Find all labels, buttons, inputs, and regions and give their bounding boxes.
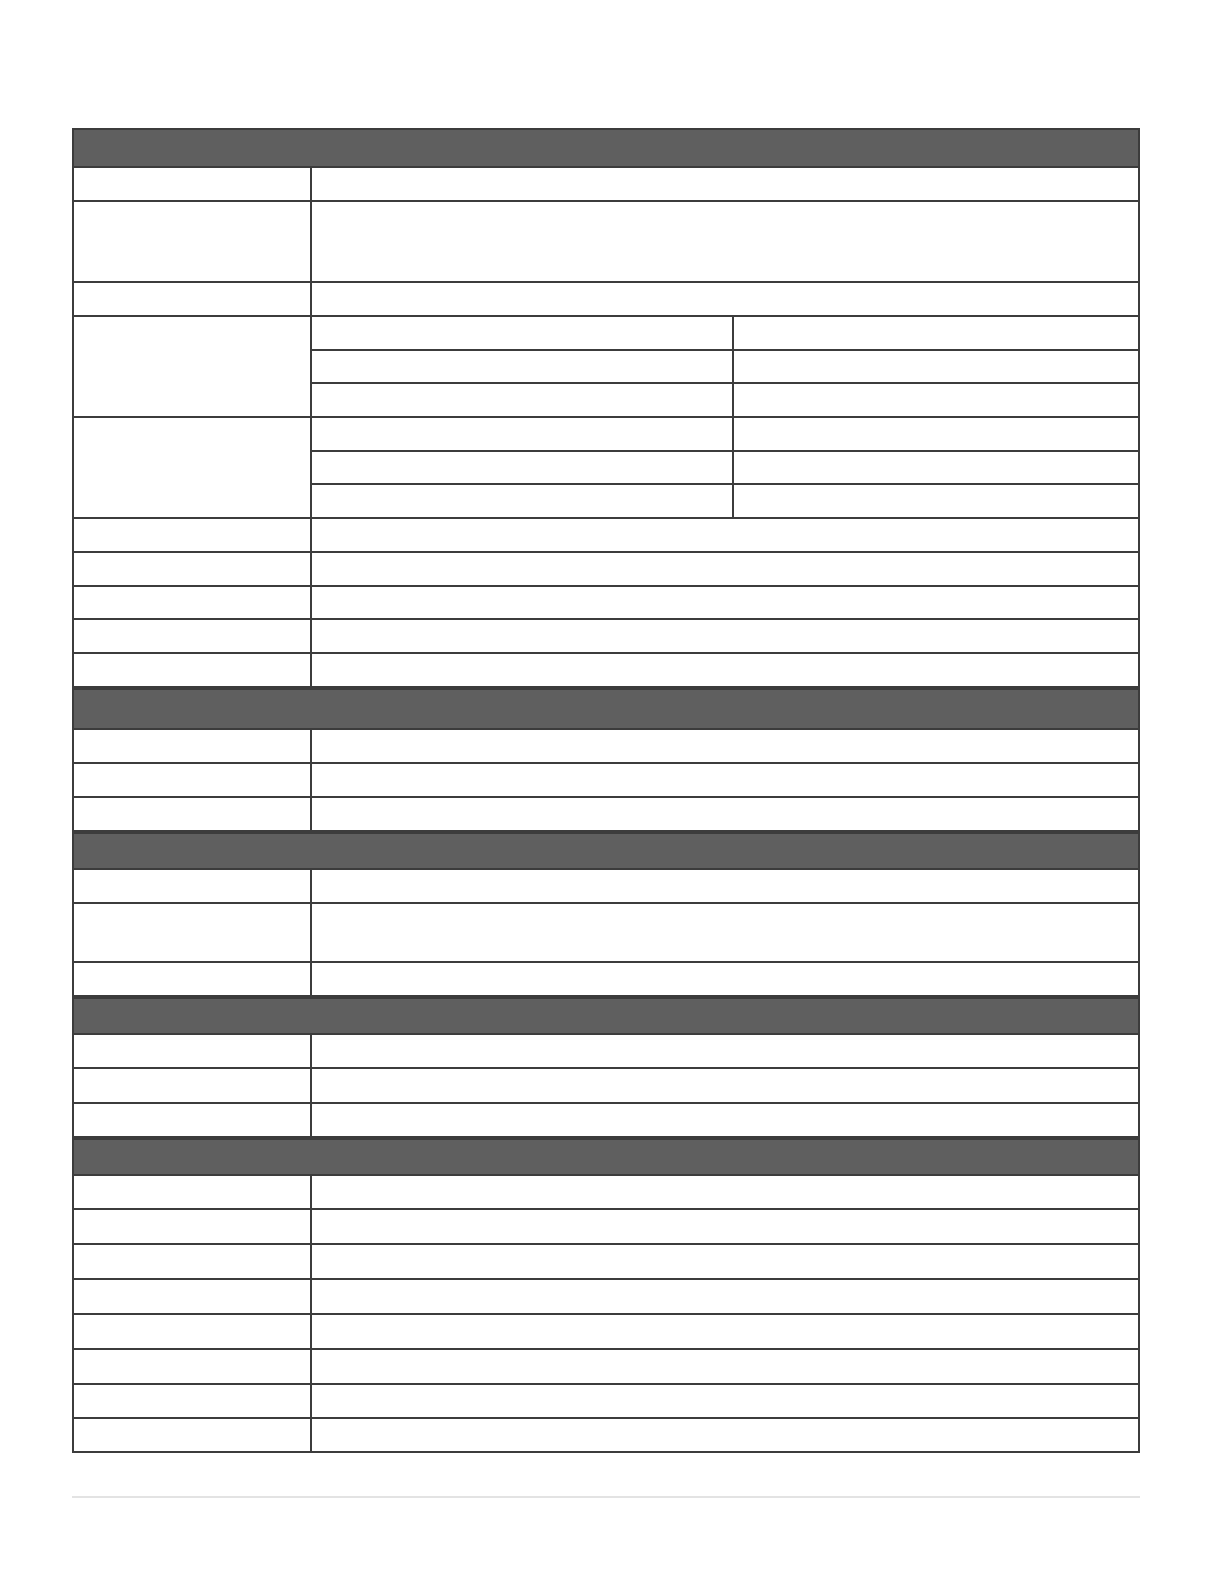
table-row-split xyxy=(72,317,1140,418)
field-label xyxy=(74,870,312,902)
field-value[interactable] xyxy=(312,1069,1138,1102)
field-value[interactable] xyxy=(312,553,1138,585)
field-label xyxy=(74,1035,312,1067)
field-label xyxy=(74,1069,312,1102)
sub-row xyxy=(312,418,1138,452)
table-row xyxy=(72,1069,1140,1104)
table-row xyxy=(72,1104,1140,1138)
field-value[interactable] xyxy=(312,764,1138,796)
table-row xyxy=(72,168,1140,202)
sub-cell-left[interactable] xyxy=(312,317,734,349)
field-label xyxy=(74,1245,312,1278)
field-label xyxy=(74,654,312,686)
field-value[interactable] xyxy=(312,1035,1138,1067)
table-row xyxy=(72,1210,1140,1245)
sub-cell-left[interactable] xyxy=(312,418,734,450)
field-value[interactable] xyxy=(312,1104,1138,1136)
field-value[interactable] xyxy=(312,963,1138,995)
field-value[interactable] xyxy=(312,1385,1138,1417)
section-header-5 xyxy=(72,1138,1140,1176)
field-value[interactable] xyxy=(312,1245,1138,1278)
field-label xyxy=(74,1315,312,1348)
sub-cell-left[interactable] xyxy=(312,351,734,383)
sub-cell-right[interactable] xyxy=(734,384,1138,416)
table-row xyxy=(72,654,1140,688)
field-label xyxy=(74,317,312,416)
sub-cell-left[interactable] xyxy=(312,452,734,484)
sub-cell-left[interactable] xyxy=(312,485,734,517)
field-label xyxy=(74,283,312,315)
table-row-split xyxy=(72,418,1140,519)
table-row xyxy=(72,1245,1140,1280)
table-row xyxy=(72,1280,1140,1315)
table-row xyxy=(72,1350,1140,1385)
section-header-3 xyxy=(72,832,1140,870)
table-row xyxy=(72,764,1140,798)
field-value[interactable] xyxy=(312,870,1138,902)
split-value-group xyxy=(312,317,1138,416)
split-value-group xyxy=(312,418,1138,517)
field-label xyxy=(74,730,312,762)
field-label xyxy=(74,1104,312,1136)
sub-cell-right[interactable] xyxy=(734,418,1138,450)
field-label xyxy=(74,418,312,517)
table-row xyxy=(72,730,1140,764)
table-row xyxy=(72,587,1140,620)
field-label xyxy=(74,1419,312,1451)
sub-cell-left[interactable] xyxy=(312,384,734,416)
field-value[interactable] xyxy=(312,168,1138,200)
field-value[interactable] xyxy=(312,1315,1138,1348)
sub-cell-right[interactable] xyxy=(734,485,1138,517)
table-row xyxy=(72,1385,1140,1419)
field-value[interactable] xyxy=(312,798,1138,830)
sub-row xyxy=(312,452,1138,486)
field-value[interactable] xyxy=(312,283,1138,315)
sub-row xyxy=(312,317,1138,351)
field-label xyxy=(74,904,312,961)
footer-divider xyxy=(72,1496,1140,1498)
sub-cell-right[interactable] xyxy=(734,317,1138,349)
field-label xyxy=(74,202,312,281)
field-value[interactable] xyxy=(312,202,1138,281)
section-header-1 xyxy=(72,128,1140,168)
field-value[interactable] xyxy=(312,1350,1138,1383)
table-row xyxy=(72,798,1140,832)
table-row xyxy=(72,283,1140,317)
field-value[interactable] xyxy=(312,1280,1138,1313)
section-header-2 xyxy=(72,688,1140,730)
field-label xyxy=(74,519,312,551)
sub-row xyxy=(312,351,1138,385)
sub-cell-right[interactable] xyxy=(734,351,1138,383)
table-row xyxy=(72,1315,1140,1350)
field-label xyxy=(74,553,312,585)
field-value[interactable] xyxy=(312,654,1138,686)
table-row xyxy=(72,963,1140,997)
field-value[interactable] xyxy=(312,1419,1138,1451)
field-label xyxy=(74,1385,312,1417)
field-label xyxy=(74,764,312,796)
table-row xyxy=(72,519,1140,553)
table-row xyxy=(72,553,1140,587)
field-label xyxy=(74,1176,312,1208)
field-label xyxy=(74,1350,312,1383)
table-row xyxy=(72,870,1140,904)
field-label xyxy=(74,963,312,995)
field-label xyxy=(74,798,312,830)
field-label xyxy=(74,587,312,618)
sub-row xyxy=(312,485,1138,517)
field-value[interactable] xyxy=(312,519,1138,551)
table-row xyxy=(72,620,1140,654)
sub-row xyxy=(312,384,1138,416)
field-label xyxy=(74,1210,312,1243)
field-label xyxy=(74,620,312,652)
section-header-4 xyxy=(72,997,1140,1035)
sub-cell-right[interactable] xyxy=(734,452,1138,484)
field-value[interactable] xyxy=(312,1176,1138,1208)
table-row xyxy=(72,1419,1140,1453)
field-value[interactable] xyxy=(312,620,1138,652)
table-row xyxy=(72,1176,1140,1210)
field-value[interactable] xyxy=(312,587,1138,618)
table-row xyxy=(72,202,1140,283)
form-table xyxy=(72,128,1140,1453)
field-value[interactable] xyxy=(312,1210,1138,1243)
table-row xyxy=(72,1035,1140,1069)
field-label xyxy=(74,1280,312,1313)
field-label xyxy=(74,168,312,200)
table-row xyxy=(72,904,1140,963)
field-value[interactable] xyxy=(312,730,1138,762)
field-value[interactable] xyxy=(312,904,1138,961)
